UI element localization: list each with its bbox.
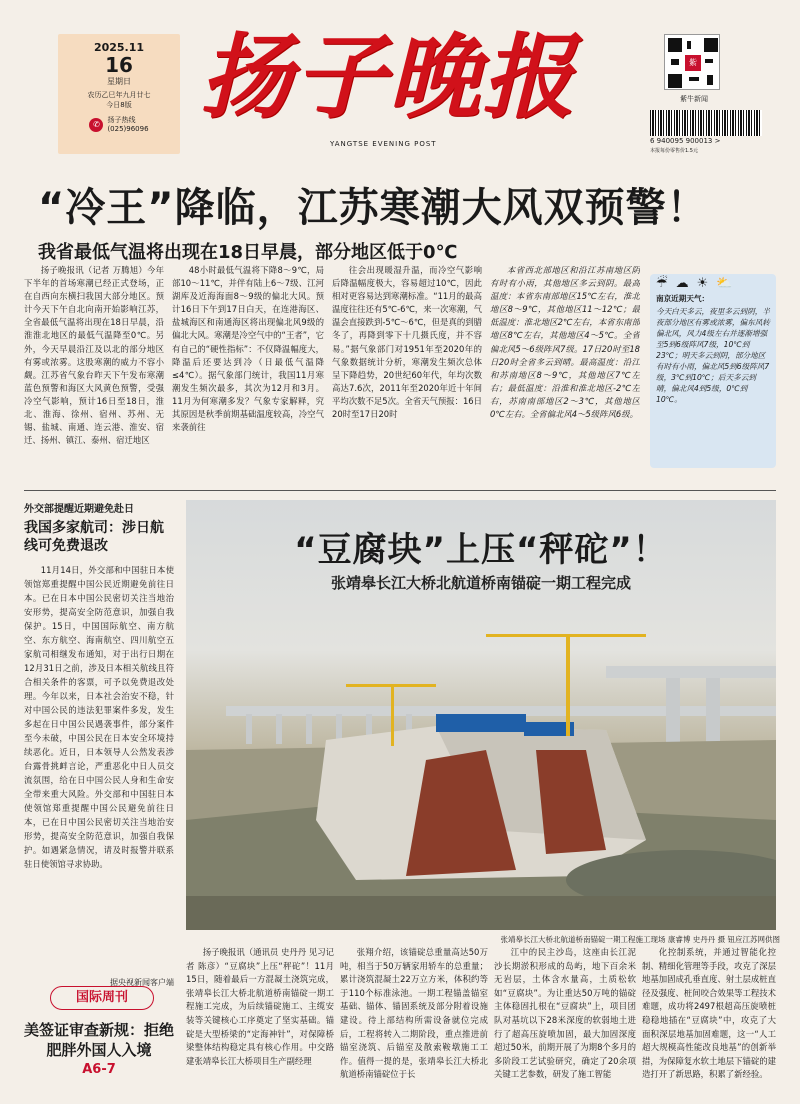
hotline-label: 扬子热线 xyxy=(107,116,136,124)
hotline xyxy=(58,116,180,134)
date-year-month: 2025.11 xyxy=(93,41,145,54)
partly-cloudy-icon: ⛅ xyxy=(716,276,733,291)
lead-column-4-text: 本省西北部地区和沿江苏南地区阴有时有小雨，其他地区多云到阴。最高温度：本省东南部地区15℃左右，淮北地区8～9℃，其他地区11～12℃；最低温度：淮北地区2℃左右，本省东南部地区8℃左右，其他地区4～5℃。全省偏北风5～6级阵风7级。17日20时至18日20时全省多云到晴。最高温度：沿江和苏南地区8～9℃，其他地区7℃左右；最低温度：沿淮和淮北地区-2℃左右，苏南南部地区2～3℃，其他地区0℃左右。全省偏北风4～5级阵风6级。 xyxy=(490,265,640,420)
photo-subtitle: 张靖皋长江大桥北航道桥南锚碇一期工程完成 xyxy=(330,574,631,592)
date-day: 16 xyxy=(105,53,133,77)
barcode-icon xyxy=(650,110,762,136)
hotline-number: (025)96096 xyxy=(107,125,149,133)
qr-caption: 紫牛新闻 xyxy=(680,95,708,103)
lead-subhead: 我省最低气温将出现在18日早晨，部分地区低于0℃ xyxy=(38,242,458,263)
lead-column-3 xyxy=(332,264,482,478)
qr-code-icon[interactable] xyxy=(664,34,720,90)
hotline-logo-icon: ✆ xyxy=(89,118,103,132)
sidebar-kicker: 外交部提醒近期避免赴日 xyxy=(24,504,134,515)
lead-column-3-text: 往会出现暖湿升温，而冷空气影响后降温幅度极大，容易超过10℃，因此相对更容易达到寒潮标准。“11月的最高温度往往还有5℃-6℃，来一次寒潮，气温会直接跌到-5℃～6℃，但是真的到腊冬了，再降到零下十几摄氏度，并不容易。”据气象部门对1951年至2020年的气象数据统计分析，寒潮发生频次总体呈下降趋势，20世纪60年代，年均次数高达7.6次，2011年至2020年近十年间平均次数不足5次。全省天气预报：16日20时至17日20时 xyxy=(332,265,482,420)
photo-story-column-3 xyxy=(494,946,636,1096)
lead-column-2-text: 48小时最低气温将下降8～9℃，局部10～11℃，并伴有陆上6～7级、江河湖库及近海海面8～9级的偏北大风。预计16日下午到17日白天，在连港海区、盐城海区和南通海区将出现偏北风9级的偏北大风。寒潮是冷空气中的“王者”，它有自己的“硬性指标”：不仅降温幅度大，降温后还要达到冷（日最低气温降≤4℃）。据气象部门统计，我国11月寒潮发生频次最多，其次为12月和3月。11月为何寒潮多发？气象专家解释，究其原因是秋季前期基础温度较高，冷空气来袭前往 xyxy=(172,265,324,433)
lead-column-4 xyxy=(490,264,640,478)
page-count: 今日8版 xyxy=(106,101,132,109)
photo-story-column-1-text: 扬子晚报讯（通讯员 史丹丹 见习记者 陈彦）“豆腐块”上压“秤砣”！11月15日，随着最后一方混凝土浇筑完成，张靖皋长江大桥北航道桥南锚碇一期工程施工完成，为后续锚碇施工、主缆安装等关键核心工序奠定了坚实基础。锚碇是大型桥梁的“定海神针”，对保障桥梁整体结构稳定具有核心作用。中交路建张靖皋长江大桥项目生产副经理 xyxy=(186,947,334,1066)
weather-title: 南京近期天气： xyxy=(656,294,710,303)
lunar-date: 农历乙巳年九月廿七 xyxy=(87,91,151,99)
sidebar-source: 据央视新闻客户端 xyxy=(110,978,174,987)
masthead-english: YANGTSE EVENING POST xyxy=(330,140,437,148)
promo-badge[interactable]: 国际周刊 xyxy=(50,986,154,1010)
sun-icon: ☀ xyxy=(696,276,709,291)
photo-story-column-4 xyxy=(642,946,776,1096)
lead-headline[interactable]: “冷王”降临，江苏寒潮大风双预警！ xyxy=(38,185,708,231)
promo-headline[interactable]: 美签证审查新规：拒绝肥胖外国人入境 xyxy=(24,1021,175,1059)
date-box xyxy=(58,34,180,154)
lead-column-1-text: 扬子晚报讯（记者 万腾旭）今年下半年的首场寒潮已经正式登场，正在自西向东横扫我国大部分地区。预计今天下午自北向南开始影响江苏，全省最低气温将出现在18日早晨，沿淮淮北地区的最低气温降至0℃。另外，今天早晨沿江及以北的部分地区有雾或浓雾。这股寒潮的威力不容小觑。江苏省气象台昨天下午发布寒潮蓝色预警和海区大风黄色预警，受强冷空气影响，预计16日至18日，淮北、淮海、徐州、宿州、苏州、无锡、盐城、南通、连云港、淮安、宿迁、扬州、镇江、泰州、宿迁地区 xyxy=(24,265,164,446)
lead-column-1 xyxy=(24,264,164,460)
weather-text: 今天白天多云，夜里多云到阴，半夜部分地区有雾或浓雾，偏东风转偏北风，风力4级左右并逐渐增强至5到6级阵风7级，10℃到23℃；明天多云到阴，部分地区有时有小雨，偏北风5到6级阵风7级，3℃到10℃；后天多云到晴，偏北风4到5级，0℃到10℃。 xyxy=(656,307,770,404)
app-logo-icon: 紫 xyxy=(685,55,701,71)
weather-icons xyxy=(656,278,770,289)
photo-title[interactable]: “豆腐块”上压“秤砣”！ xyxy=(294,530,668,570)
photo-story-column-2-text: 张翔介绍，该锚碇总重量高达50万吨，相当于50万辆家用轿车的总重量；累计浇筑混凝土22万立方米，体积约等于110个标准泳池。一期工程锚盖锚室基础、锚体、锚固系统及部分附着设施建设。待上部结构所需设备就位完成后，工程将转入二期阶段，重点推进前锚室浇筑、后锚室及散索鞍墩施工工作。值得一提的是，张靖皋长江大桥北航道桥南锚碇位于长 xyxy=(340,947,488,1080)
photo-caption: 张靖皋长江大桥北航道桥南锚碇一期工程施工现场 康睿博 史丹丹 摄 钮应江苏网供图 xyxy=(500,935,780,944)
weather-box xyxy=(650,274,776,468)
sidebar-body xyxy=(24,563,174,975)
promo-pages: A6-7 xyxy=(82,1062,116,1077)
barcode-number: 6 940095 900013 > xyxy=(650,137,721,145)
photo-story-column-4-text: 化控制系统，并通过智能化控制、精细化管理等手段，攻克了深层地基加固成孔垂直度、射土层成桩直径及强度、桩间咬合效果等工程技术难题，成功将2497根超高压旋喷桩稳稳地插在“豆腐块”中，攻克了大面积深层地基加固难题，这一“人工超大规模高性能改良地基”的创新举措，为保障复水软土地层下锚碇的建造打开了新思路，积累了新经验。 xyxy=(642,947,776,1080)
sidebar-story xyxy=(24,500,174,988)
lead-column-2 xyxy=(172,264,324,460)
section-divider xyxy=(24,490,776,491)
cloud-icon: ☁ xyxy=(675,276,689,291)
photo-story-column-3-text: 江中的民主沙岛，这座由长江泥沙长期淤积形成的岛屿，地下百余米无岩层，土体含水量高，土质松软如“豆腐块”。为让重达50万吨的锚碇主体稳固扎根在“豆腐块”上，项目团队对基坑以下28米深度的软弱地土进行了超高压旋喷加固，最大加固深度超过50米，前期开展了为期8个多月的多阶段工艺试验研究，确定了20余项关键工艺参数，研发了施工智能 xyxy=(494,947,636,1080)
sidebar-body-text: 11月14日，外交部和中国驻日本使领馆郑重提醒中国公民近期避免前往日本。已在日本中国公民密切关注当地治安形势，提高安全防范意识，加强自我保护。15日，中国国际航空、南方航空、东方航空、海南航空、四川航空五家航司相继发布通知，对于出行日期在12月31日之前，涉及日本相关航线且符合相关条件的客票，可予以免费退改处理。今年以来，日本社会治安不稳，针对中国公民的违法犯罪案件多发，发生多起在日中国公民遇袭事件，部分案件至今未破，中国公民在日本安全环境持续恶化。近日，日本领导人公然发表涉台露骨挑衅言论，严重恶化中日人员交流氛围，给在日中国公民人身和生命安全带来重大风险。外交部和中国驻日本使领馆郑重提醒中国公民避免前往日本，已在日中国公民密切关注当地治安形势，提高安全防范意识，加强自我保护。如遇紧急情况，请及时报警并联系驻日使领馆寻求协助。 xyxy=(24,565,174,869)
photo-story-column-1 xyxy=(186,946,334,1096)
date-weekday: 星期日 xyxy=(107,77,131,86)
umbrella-icon: ☔ xyxy=(656,276,668,291)
photo-story-column-2 xyxy=(340,946,488,1096)
main-photo xyxy=(186,500,776,930)
barcode-subtext: 本报每份零售价1.5元 xyxy=(650,148,698,154)
masthead-title: 扬子晚报 xyxy=(200,23,577,131)
sidebar-headline[interactable]: 我国多家航司：涉日航线可免费退改 xyxy=(24,520,164,554)
